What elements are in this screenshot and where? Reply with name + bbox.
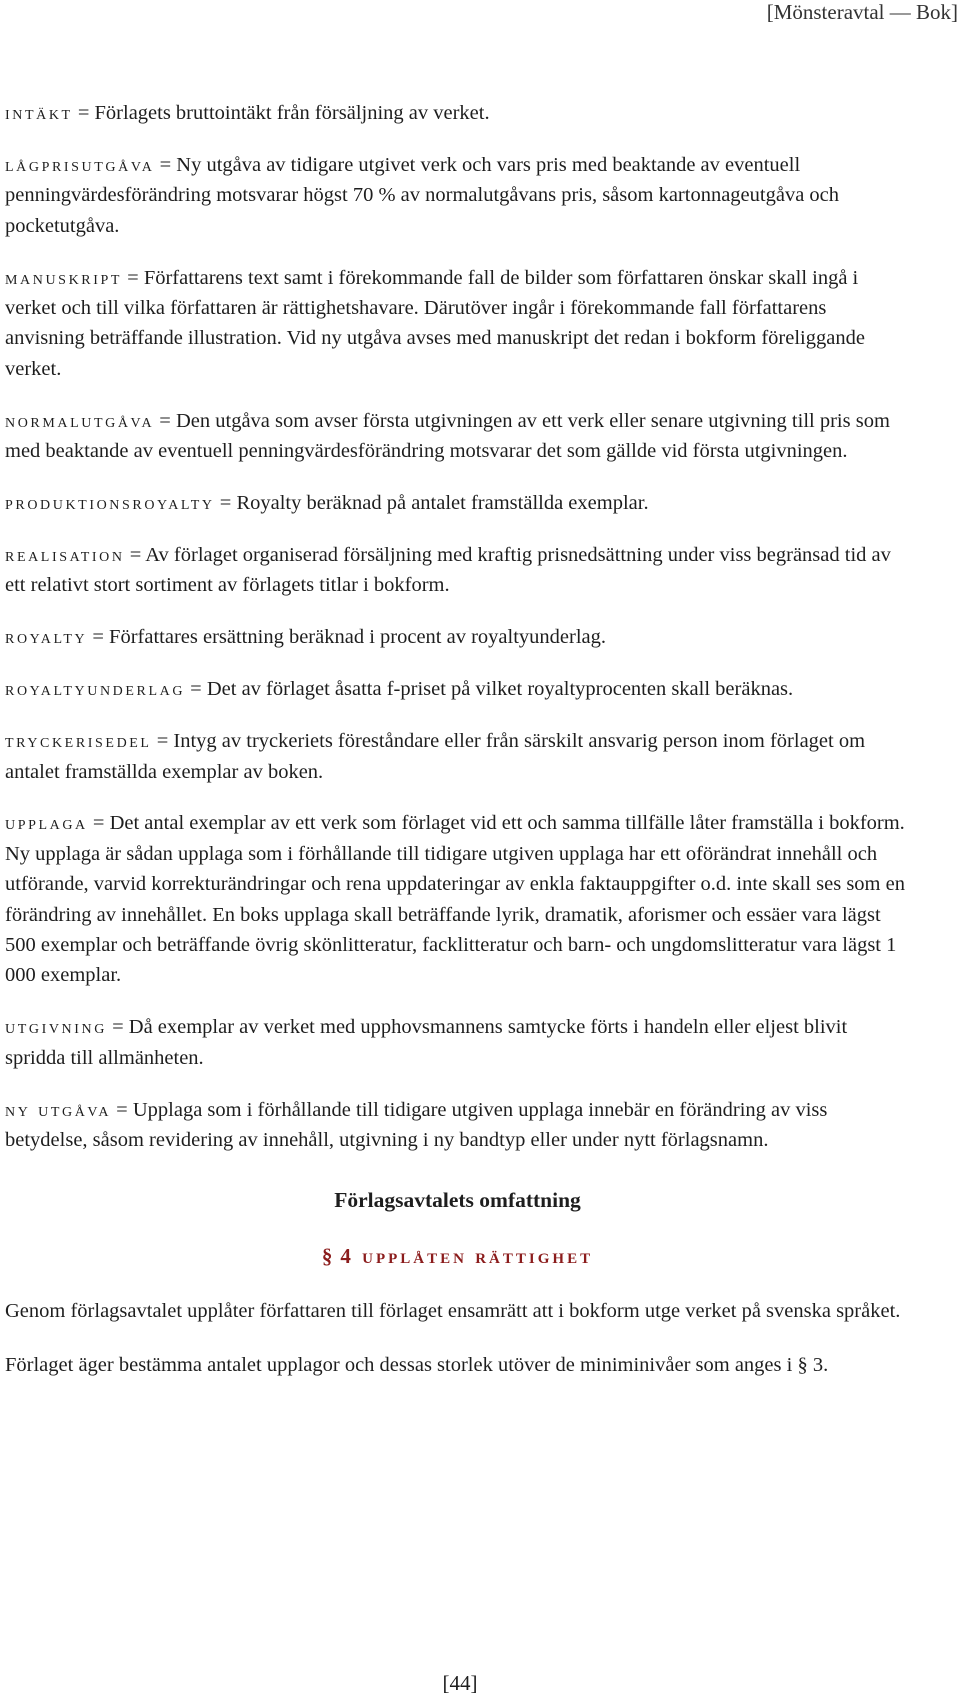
- definition-upplaga: [5, 808, 910, 990]
- definition-term: manuskript: [5, 266, 123, 289]
- definition-royaltyunderlag: [5, 674, 910, 704]
- definition-term: normalutgåva: [5, 409, 155, 432]
- definition-text: = Intyg av tryckeriets föreståndare eller från särskilt ansvarig person inom förlaget om antalet framställda exemplar av boken.: [5, 730, 866, 783]
- definition-text: = Den utgåva som avser första utgivningen av ett verk eller senare utgivning till pris som med beaktande av eventuell penningvärdesförändring motsvarar det som gällde vid första utgivningen.: [5, 409, 890, 463]
- definition-normalutgava: [5, 406, 910, 467]
- definition-term: upplaga: [5, 812, 88, 835]
- definition-tryckerisedel: [5, 726, 910, 787]
- definition-term: ny utgåva: [5, 1098, 112, 1121]
- definition-term: produktionsroyalty: [5, 492, 215, 515]
- definition-ny-utgava: [5, 1095, 910, 1156]
- definition-lagprisutgava: [5, 150, 910, 241]
- definition-text: = Upplaga som i förhållande till tidigare utgiven upplaga innebär en förändring av viss betydelse, såsom revidering av innehåll, utgivning i ny bandtyp eller under nytt förlagsnamn.: [5, 1098, 828, 1152]
- definition-term: tryckerisedel: [5, 730, 152, 753]
- definition-text: = Ny utgåva av tidigare utgivet verk och vars pris med beaktande av eventuell penningvärdesförändring motsvarar högst 70 % av normalutgåvans pris, såsom kartonnageutgåva och pocketutgåva.: [5, 153, 840, 237]
- definition-produktionsroyalty: [5, 488, 910, 518]
- definition-text: = Av förlaget organiserad försäljning med kraftig prisnedsättning under viss begränsad tid av ett relativt stort sortiment av förlagets titlar i bokform.: [5, 543, 891, 597]
- running-header: [Mönsteravtal — Bok]: [766, 0, 958, 24]
- page-number: [44]: [442, 1671, 478, 1695]
- definition-text: = Förlagets bruttointäkt från försäljning av verket.: [72, 102, 490, 124]
- definition-text: = Royalty beräknad på antalet framställda exemplar.: [214, 492, 649, 515]
- definition-text: = Författarens text samt i förekommande fall de bilder som författaren önskar skall ingå i verket och till vilka författaren är rättighetshavare. Därutöver ingår i förekommande fall författarens anvisning beträffande illustration. Vid ny utgåva avses med manuskript det redan i bokform föreliggande verket.: [5, 266, 865, 380]
- definition-term: realisation: [5, 543, 125, 566]
- definition-realisation: [5, 540, 910, 601]
- section-title: Förlagsavtalets omfattning: [334, 1188, 581, 1213]
- document-body: [5, 98, 910, 1380]
- body-paragraph: Genom förlagsavtalet upplåter författaren till förlaget ensamrätt att i bokform utge verket på svenska språket.: [5, 1300, 901, 1323]
- definition-intakt: [5, 98, 910, 128]
- definition-term: royalty: [5, 626, 88, 649]
- paragraph-heading-text: 4 upplåten rättighet: [340, 1244, 594, 1269]
- definition-term: lågprisutgåva: [5, 153, 155, 176]
- definition-text: = Då exemplar av verket med upphovsmannens samtycke förts i handeln eller eljest blivit spridda till allmänheten.: [5, 1016, 848, 1069]
- definition-text: = Författares ersättning beräknad i procent av royaltyunderlag.: [87, 626, 606, 649]
- definition-manuskript: [5, 263, 910, 385]
- definition-term: utgivning: [5, 1016, 107, 1039]
- definition-text: = Det antal exemplar av ett verk som förlaget vid ett och samma tillfälle låter framställa i bokform. Ny upplaga är sådan upplaga som i förhållande till tidigare utgiven upplaga har ett oförändrat innehåll och utförande, varvid korrekturändringar och rena uppdateringar av enkla faktauppgifter o.d. inte skall ses som en förändring av innehållet. En boks upplaga skall beträffande lyrik, dramatik, aforismer och essäer vara lägst 500 exemplar och beträffande övrig skönlitteratur, facklitteratur och barn- och ungdomslitteratur vara lägst 1 000 exemplar.: [5, 812, 905, 987]
- paragraph-heading: [5, 1241, 910, 1271]
- definition-term: intäkt: [5, 102, 73, 124]
- body-paragraph: Förlaget äger bestämma antalet upplagor och dessas storlek utöver de miniminivåer som anges i § 3.: [5, 1353, 829, 1376]
- definition-term: royaltyunderlag: [5, 678, 186, 701]
- section-sign: §: [321, 1244, 333, 1269]
- definition-royalty: [5, 622, 910, 652]
- definition-utgivning: [5, 1012, 910, 1073]
- definition-text: = Det av förlaget åsatta f-priset på vilket royaltyprocenten skall beräknas.: [185, 678, 794, 701]
